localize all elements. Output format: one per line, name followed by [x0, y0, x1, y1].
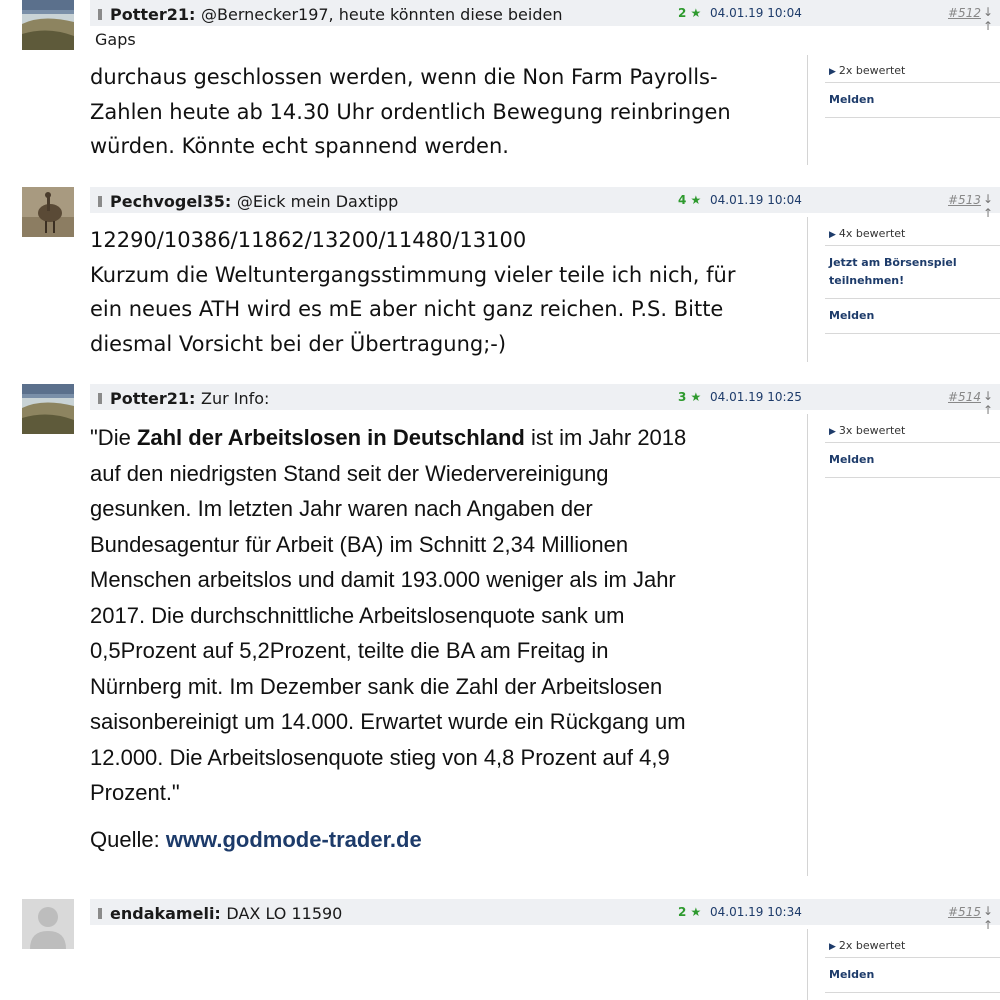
- body-line: [90, 420, 790, 456]
- rated-label: 4x bewertet: [838, 227, 906, 240]
- post-subject-continued: Gaps: [95, 30, 136, 49]
- post-nav-arrows[interactable]: ↓ ↑: [983, 389, 994, 417]
- post-nav-arrows[interactable]: ↓ ↑: [983, 5, 994, 33]
- landscape-avatar-icon: [22, 0, 74, 50]
- post-body-quote: [90, 420, 790, 857]
- post-author[interactable]: [110, 5, 562, 24]
- quote-bold: Zahl der Arbeitslosen in Deutschland: [136, 425, 525, 450]
- rating-count: 3: [678, 390, 687, 404]
- post-subject: @Eick mein Daxtipp: [236, 192, 399, 211]
- avatar-pechvogel35[interactable]: [22, 187, 74, 237]
- body-line: gesunken. Im letzten Jahr waren nach Angaben der: [90, 496, 593, 521]
- post-header: [90, 899, 1000, 932]
- rated-label: 3x bewertet: [838, 424, 906, 437]
- body-line: Prozent.": [90, 780, 180, 805]
- post-514: [0, 384, 1000, 879]
- post-nav-arrows[interactable]: ↓ ↑: [983, 904, 994, 932]
- post-subject: DAX LO 11590: [226, 904, 343, 923]
- author-name[interactable]: Potter21:: [110, 5, 196, 24]
- post-513: [0, 187, 1000, 367]
- post-sidebar: [825, 58, 1000, 118]
- avatar-endakameli[interactable]: [22, 899, 74, 949]
- star-icon: ★: [690, 390, 702, 404]
- post-date: 04.01.19 10:25: [710, 390, 802, 404]
- body-line: saisonbereinigt um 14.000. Erwartet wurde ein Rückgang um: [90, 709, 686, 734]
- report-link[interactable]: Melden: [825, 958, 1000, 993]
- post-marker: [98, 393, 102, 404]
- rated-count-link[interactable]: [825, 58, 1000, 83]
- body-line: würden. Könnte echt spannend werden.: [90, 134, 509, 158]
- body-line: Bundesagentur für Arbeit (BA) im Schnitt 2,34 Millionen: [90, 531, 629, 557]
- boersenspiel-link[interactable]: [825, 246, 1000, 299]
- rating-count: 4: [678, 193, 687, 207]
- body-line: durchaus geschlossen werden, wenn die Non Farm Payrolls-: [90, 65, 718, 89]
- post-sidebar: [825, 933, 1000, 993]
- body-line: Zahlen heute ab 14.30 Uhr ordentlich Bewegung reinbringen: [90, 99, 731, 124]
- post-515: [0, 899, 1000, 1000]
- source-line: [90, 822, 790, 858]
- post-marker: [98, 9, 102, 20]
- post-number-link[interactable]: #512: [948, 6, 981, 20]
- post-number-link[interactable]: #515: [948, 905, 981, 919]
- post-marker: [98, 196, 102, 207]
- body-line: 2017. Die durchschnittliche Arbeitslosenquote sank um: [90, 602, 625, 628]
- post-rating: [678, 390, 701, 404]
- avatar-potter21[interactable]: [22, 0, 74, 50]
- triangle-right-icon: ▶: [829, 230, 836, 240]
- triangle-right-icon: ▶: [829, 67, 836, 77]
- column-divider: [807, 929, 808, 1000]
- body-line: ein neues ATH wird es mE aber nicht ganz reichen. P.S. Bitte: [90, 297, 724, 321]
- body-line: diesmal Vorsicht bei der Übertragung;-): [90, 331, 507, 356]
- post-rating: [678, 193, 701, 207]
- post-rating: [678, 6, 701, 20]
- post-nav-arrows[interactable]: ↓ ↑: [983, 192, 994, 220]
- author-name[interactable]: Pechvogel35:: [110, 192, 232, 211]
- post-subject: @Bernecker197, heute könnten diese beiden: [201, 5, 563, 24]
- post-author[interactable]: [110, 389, 269, 408]
- body-line: Kurzum die Weltuntergangsstimmung vieler teile ich nich, für: [90, 262, 736, 287]
- post-date: 04.01.19 10:04: [710, 193, 802, 207]
- post-rating: [678, 905, 701, 919]
- rated-count-link[interactable]: [825, 933, 1000, 958]
- rated-label: 2x bewertet: [838, 64, 906, 77]
- post-subject: Zur Info:: [201, 389, 270, 408]
- rating-count: 2: [678, 905, 687, 919]
- post-sidebar: [825, 221, 1000, 334]
- post-number-link[interactable]: #513: [948, 193, 981, 207]
- source-label: Quelle:: [90, 826, 166, 852]
- report-link[interactable]: Melden: [825, 443, 1000, 478]
- rated-label: 2x bewertet: [838, 939, 906, 952]
- report-link[interactable]: Melden: [825, 83, 1000, 118]
- body-line: 0,5Prozent auf 5,2Prozent, teilte die BA am Freitag in: [90, 638, 609, 663]
- rating-count: 2: [678, 6, 687, 20]
- body-line: Menschen arbeitslos und damit 193.000 weniger als im Jahr: [90, 567, 676, 592]
- author-name[interactable]: endakameli:: [110, 904, 221, 923]
- quote-open: "Die: [90, 425, 137, 450]
- triangle-right-icon: ▶: [829, 427, 836, 437]
- post-512: [0, 0, 1000, 170]
- report-link[interactable]: Melden: [825, 299, 1000, 334]
- user-silhouette-icon: [22, 899, 74, 949]
- boersenspiel-line1: Jetzt am Börsenspiel: [829, 256, 957, 269]
- source-link[interactable]: www.godmode-trader.de: [165, 826, 422, 852]
- post-body: [90, 60, 790, 164]
- star-icon: ★: [690, 193, 702, 207]
- post-date: 04.01.19 10:04: [710, 6, 802, 20]
- rated-count-link[interactable]: [825, 418, 1000, 443]
- rated-count-link[interactable]: [825, 221, 1000, 246]
- star-icon: ★: [690, 6, 702, 20]
- author-name[interactable]: Potter21:: [110, 389, 196, 408]
- body-line: auf den niedrigsten Stand seit der Wiedervereinigung: [90, 460, 609, 486]
- post-sidebar: [825, 418, 1000, 478]
- post-date: 04.01.19 10:34: [710, 905, 802, 919]
- post-author[interactable]: [110, 192, 398, 211]
- post-author[interactable]: [110, 904, 342, 923]
- body-line: 12.000. Die Arbeitslosenquote stieg von 4,8 Prozent auf 4,9: [90, 744, 670, 770]
- column-divider: [807, 55, 808, 165]
- post-header: [90, 187, 1000, 220]
- post-header: [90, 384, 1000, 417]
- bird-avatar-icon: [22, 187, 74, 237]
- column-divider: [807, 217, 808, 362]
- landscape-avatar-icon: [22, 384, 74, 434]
- boersenspiel-line2: teilnehmen!: [829, 274, 905, 287]
- post-marker: [98, 908, 102, 919]
- post-body: [90, 223, 790, 361]
- star-icon: ★: [690, 905, 702, 919]
- post-number-link[interactable]: #514: [948, 390, 981, 404]
- quote-rest: ist im Jahr 2018: [524, 425, 687, 450]
- post-header: [90, 0, 1000, 33]
- avatar-potter21[interactable]: [22, 384, 74, 434]
- body-line: 12290/10386/11862/13200/11480/13100: [90, 228, 527, 252]
- body-line: Nürnberg mit. Im Dezember sank die Zahl der Arbeitslosen: [90, 673, 663, 699]
- column-divider: [807, 414, 808, 876]
- triangle-right-icon: ▶: [829, 942, 836, 952]
